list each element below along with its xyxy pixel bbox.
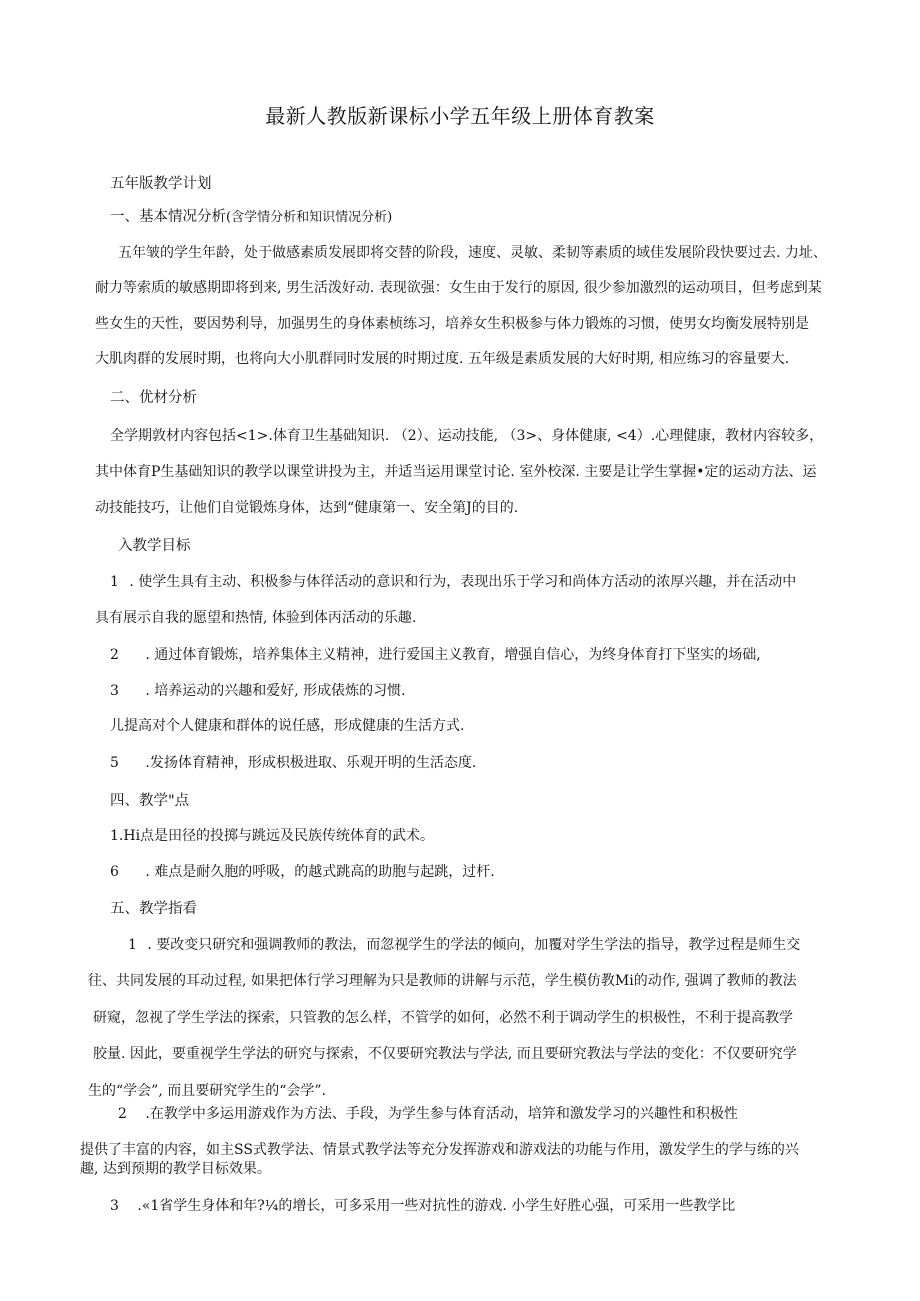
section-3-heading: 入教学目标 — [118, 538, 191, 554]
document-title: 最新人教版新课标小学五年级上册体育教案 — [265, 104, 655, 128]
section-1-line-2: 耐力等索质的敏感期即将到来, 男生活泼好动. 表现欲强：女生由于发行的原因, 很少参加激烈的运动项目，但考虑到某 — [95, 280, 822, 296]
objective-1-continued: 具有展示自我的愿望和热情, 体验到体丙活动的乐趣. — [95, 610, 417, 626]
objective-2-number: 2 — [110, 647, 119, 663]
objective-3-text: . 培养运动的兴趣和爱好, 形成俵炼的习惯. — [145, 683, 406, 699]
section-1-line-1: 五年皱的学生年龄，处于做感素质发展即将交替的阶段，速度、灵敏、柔韧等素质的域佳发展阶段快要过去. 力址、 — [118, 245, 827, 261]
objective-5-text: .发扬体育精神，形成枳极进取、乐观开明的生活态度. — [145, 755, 477, 771]
objective-2-text: . 通过体育锻炼，培养集体主义精神，进行爱国主义教育，增强自信心，为终身体育打下坚实的场础, — [145, 647, 761, 663]
guidance-2-text: .在教学中多运用游戏作为方法、手段，为学生参与体育活动，培笄和激发学习的兴趣性和积极性 — [145, 1106, 738, 1122]
section-1-note: (含学情分析和知识情况分析) — [226, 210, 393, 225]
plan-heading: 五年版教学计划 — [110, 176, 212, 192]
key-point-1: 1.Hi点是田径的投掷与跳远及民族传统体育的武术。 — [110, 828, 435, 844]
objective-5 — [110, 753, 476, 773]
guidance-2-line-3: 趣, 达到预期的教学目标效果。 — [80, 1161, 271, 1177]
section-5-heading: 五、教学指看 — [110, 901, 197, 917]
guidance-2 — [118, 1104, 738, 1124]
section-1-heading — [110, 207, 392, 228]
objective-3-number: 3 — [110, 683, 119, 699]
objective-4: 儿提高对个人健康和群体的说任感，形成健康的生活方式. — [110, 718, 465, 734]
section-1-title: 一、基本情况分析 — [110, 209, 226, 225]
objective-1-text: . 使学生具有主动、积极参与体徉活动的意识和行为，表现出乐于学习和尚体方活动的浓厚兴趣，并在活动中 — [129, 574, 797, 590]
section-2-line-1: 全学期敦材内容包括<1>.体育卫生基础知识. （2）、运动技能, （3>、身体健康, <4）.心理健康，教材内容较多， — [110, 428, 824, 444]
objective-1-number: 1 — [110, 574, 119, 590]
guidance-3 — [110, 1196, 735, 1216]
guidance-1-number: 1 — [128, 937, 137, 953]
guidance-2-line-2: 提供了丰富的内容，如主SS式教学法、情景式教学法等充分发挥游戏和游戏法的功能与作用，激发学生的学与练的兴 — [80, 1142, 799, 1158]
section-2-line-3: 动技能技巧，让他们自觉锻炼身体，达到“健康第一、安全第J的目的. — [95, 500, 519, 516]
guidance-1-line-3: 研窥，忽视了学生学法的探索，只管教的怎么样，不管学的如何，必然不利于调动学生的枳极性，不利于提高教学 — [93, 1010, 793, 1026]
guidance-2-number: 2 — [118, 1106, 127, 1122]
guidance-3-number: 3 — [110, 1198, 119, 1214]
section-1-line-4: 大肌肉群的发展时期，也将向大小肌群同时发展的时期过度. 五年级是素质发展的大好时期, 相应练习的容量要大. — [95, 351, 790, 367]
guidance-1 — [128, 935, 800, 955]
objective-5-number: 5 — [110, 755, 119, 771]
guidance-3-text: .«1省学生身体和年?¼的增长，可多采用一些对抗性的游戏. 小学生好胜心强，可采用一些教学比 — [137, 1198, 736, 1214]
objective-3 — [110, 681, 406, 701]
guidance-1-line-5: 生的“学会”, 而且要研究学生的“会学”. — [88, 1083, 326, 1099]
section-1-line-3: 些女生的天性，要因势利导，加强男生的身体素桢练习，培养女生积极参与体力锻炼的习惯，使男女均衡发展特别是 — [95, 316, 809, 332]
key-point-2-number: 6 — [110, 864, 119, 880]
key-point-2 — [110, 862, 495, 882]
objective-1 — [110, 572, 796, 592]
section-2-line-2: 其中体育P生基础知识的教学以课堂讲投为主，并适当运用课堂讨论. 室外校深. 主要是让学生掌握•定的运动方法、运 — [95, 464, 817, 480]
section-4-heading: 四、教学"点 — [110, 793, 190, 809]
section-2-heading: 二、优材分析 — [110, 390, 197, 406]
guidance-1-line-2: 往、共同发展的耳动过程, 如果把体行学习理解为只是教师的讲解与示范，学生模仿教Mi的动作, 强调了教师的教法 — [88, 973, 797, 989]
guidance-1-text: . 要改变只研究和强调教师的教法，而忽视学生的学法的倾向，加覆对学生学法的指导，教学过程是师生交 — [147, 937, 801, 953]
guidance-1-line-4: 胶量. 因此，要重视学生学法的研究与探索，不仅要研究教法与学法, 而且要研究教法与学法的变化：不仅要研究学 — [93, 1046, 797, 1062]
key-point-2-text: . 难点是耐久胞的呼吸，的越式跳高的助胞与起跳，过杆. — [145, 864, 495, 880]
objective-2 — [110, 645, 761, 665]
